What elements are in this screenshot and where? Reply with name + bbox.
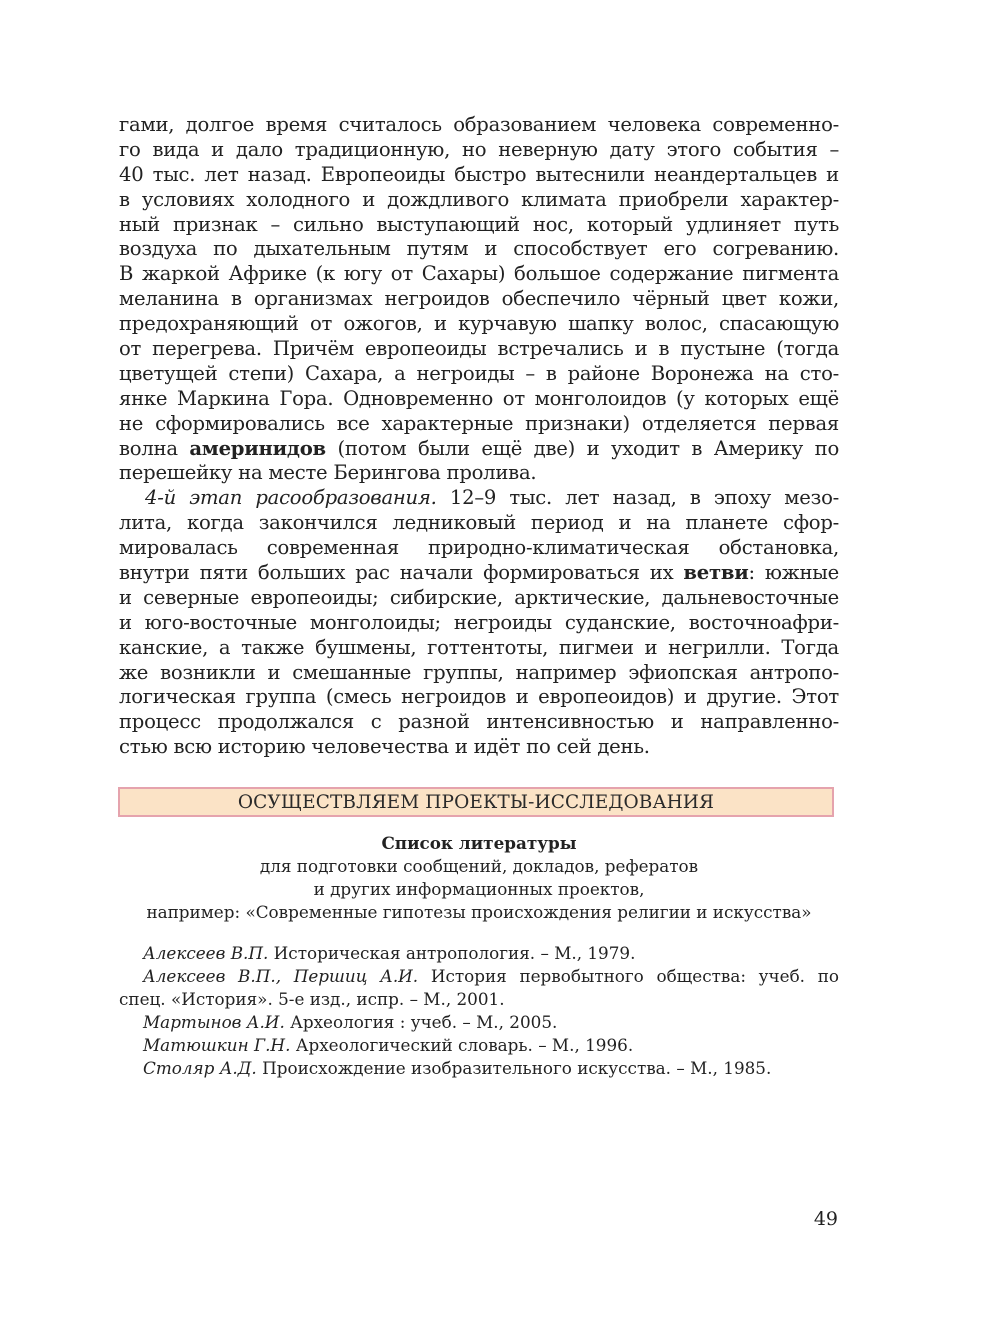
entry-text: Происхождение изобразительного искусства. – М., 1985. <box>256 1058 772 1078</box>
entry-continuation: спец. «История». 5-е изд., испр. – М., 2001. <box>119 989 505 1009</box>
text-line: гами, долгое время считалось образованием человека современно- <box>119 113 839 136</box>
text-line: же возникли и смешанные группы, например эфиопская антропо- <box>119 660 839 684</box>
term-branches: ветви <box>683 561 749 585</box>
text-fragment: 12–9 тыс. лет назад, в эпоху мезо- <box>436 486 839 510</box>
bibliography-heading <box>119 832 839 924</box>
bibliography-entry <box>119 965 839 1011</box>
entry-line <box>119 1034 839 1057</box>
banner-title: ОСУЩЕСТВЛЯЕМ ПРОЕКТЫ-ИССЛЕДОВАНИЯ <box>237 791 715 813</box>
entry-author: Матюшкин Г.Н. <box>143 1035 291 1055</box>
paragraph-stage-4 <box>119 486 839 760</box>
text-line: В жаркой Африке (к югу от Сахары) большое содержание пигмента <box>119 262 839 286</box>
entry-text: Историческая антропология. – М., 1979. <box>268 943 636 963</box>
text-line: в условиях холодного и дождливого климата приобрели характер- <box>119 187 839 211</box>
bibliography-subtitle: для подготовки сообщений, докладов, рефератов <box>259 856 699 876</box>
bibliography-entry <box>119 1057 839 1080</box>
text-line: не сформировались все характерные признаки) отделяется первая <box>119 411 839 435</box>
bibliography-list <box>119 942 839 1080</box>
bibliography-title: Список литературы <box>381 833 577 853</box>
text-line: цветущей степи) Сахара, а негроиды – в районе Воронежа на сто- <box>119 361 839 385</box>
main-text <box>119 113 839 760</box>
text-line: лита, когда закончился ледниковый период и на планете сфор- <box>119 511 839 535</box>
bibliography-entry <box>119 1011 839 1034</box>
page-number: 49 <box>813 1208 838 1230</box>
text-fragment: внутри пяти больших рас начали формироваться их <box>119 561 684 585</box>
entry-author: Алексеев В.П. <box>143 943 269 963</box>
text-line: мировалась современная природно-климатическая обстановка, <box>119 536 839 560</box>
entry-text: История первобытного общества: учеб. по <box>418 966 839 986</box>
text-line: стью всю историю человечества и идёт по сей день. <box>119 735 650 759</box>
entry-line <box>119 942 839 965</box>
text-line: ный признак – сильно выступающий нос, который удлиняет путь <box>119 212 839 236</box>
text-line: предохраняющий от ожогов, и курчавую шапку волос, спасающую <box>119 312 839 336</box>
stage-heading: 4-й этап расообразования. <box>145 486 437 510</box>
entry-line <box>119 965 839 988</box>
text-line: меланина в организмах негроидов обеспечило чёрный цвет кожи, <box>119 287 839 311</box>
text-line <box>119 437 839 462</box>
term-amerinids: америнидов <box>189 436 326 460</box>
text-line <box>119 561 839 586</box>
bibliography-subtitle: например: «Современные гипотезы происхождения религии и искусства» <box>146 902 812 922</box>
bibliography-entry <box>119 1034 839 1057</box>
entry-author: Столяр А.Д. <box>143 1058 257 1078</box>
entry-author: Мартынов А.И. <box>143 1012 285 1032</box>
text-line: воздуха по дыхательным путям и способствует его согреванию. <box>119 237 839 261</box>
paragraph-races <box>119 113 839 486</box>
entry-line <box>119 1057 839 1080</box>
entry-text: Археологический словарь. – М., 1996. <box>290 1035 634 1055</box>
entry-text: Археология : учеб. – М., 2005. <box>284 1012 558 1032</box>
text-line: го вида и дало традиционную, но неверную дату этого события – <box>119 137 839 161</box>
projects-banner <box>118 787 834 817</box>
text-line: процесс продолжался с разной интенсивностью и направленно- <box>119 710 839 734</box>
text-line: от перегрева. Причём европеоиды встречались и в пустыне (тогда <box>119 337 839 361</box>
text-line: янке Маркина Гора. Одновременно от монголоидов (у которых ещё <box>119 386 839 410</box>
text-fragment: волна <box>119 436 190 460</box>
text-line: 40 тыс. лет назад. Европеоиды быстро вытеснили неандертальцев и <box>119 162 839 186</box>
bibliography-subtitle: и других информационных проектов, <box>313 879 645 899</box>
text-line: логическая группа (смесь негроидов и европеоидов) и другие. Этот <box>119 685 839 709</box>
text-line: канские, а также бушмены, готтентоты, пигмеи и негрилли. Тогда <box>119 635 839 659</box>
text-fragment: (потом были ещё две) и уходит в Америку по <box>325 436 839 460</box>
entry-author: Алексеев В.П., Першиц А.И. <box>143 966 419 986</box>
text-line: и северные европеоиды; сибирские, арктические, дальневосточные <box>119 585 839 609</box>
text-line: и юго-восточные монголоиды; негроиды суданские, восточноафри- <box>119 610 839 634</box>
entry-line <box>119 1011 839 1034</box>
text-line <box>119 486 839 511</box>
text-line: перешейку на месте Берингова пролива. <box>119 461 537 485</box>
text-fragment: : южные <box>748 561 839 585</box>
bibliography-entry <box>119 942 839 965</box>
